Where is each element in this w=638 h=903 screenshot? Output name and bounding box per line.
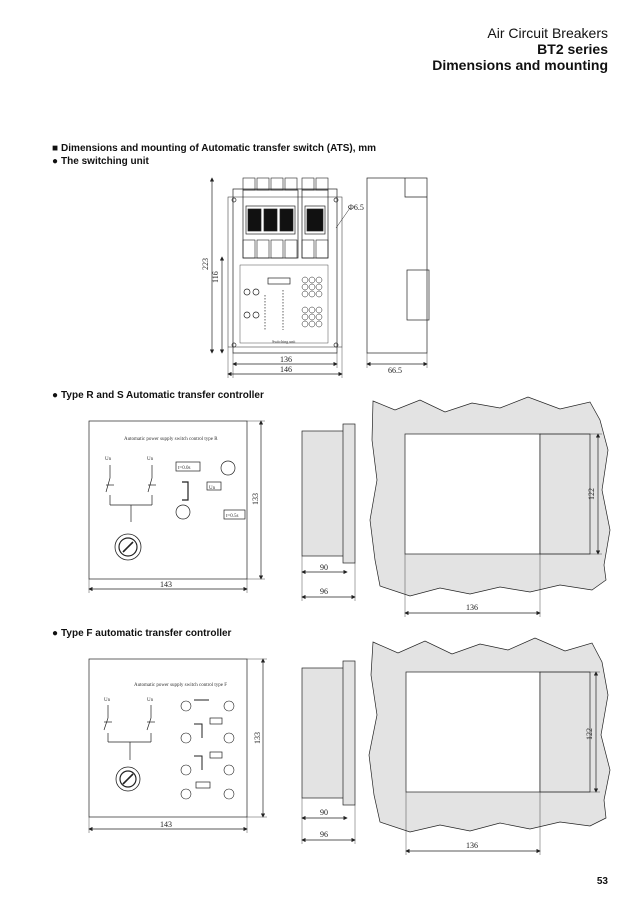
dim-inner-width: 136 [280, 355, 292, 364]
page-number: 53 [596, 876, 608, 887]
dim-rs-depth-96: 96 [320, 587, 328, 596]
controller-rs-un-check: Un [209, 486, 216, 491]
dim-rs-cut-height: 122 [587, 488, 596, 500]
controller-rs-front-drawing [89, 421, 265, 593]
controller-f-un1-label: Un [104, 698, 111, 703]
controller-rs-un1-label: Un [105, 457, 112, 462]
dim-rs-cut-width: 136 [466, 603, 478, 612]
circle-bullet-icon: ● [52, 628, 59, 639]
dim-rs-width: 143 [160, 580, 172, 589]
dim-f-depth-96: 96 [320, 830, 328, 839]
section-type-f-heading: ● Type F automatic transfer controller [52, 628, 232, 639]
controller-f-un2-label: Un [147, 698, 154, 703]
controller-rs-un2-label: Un [147, 457, 154, 462]
dim-total-width: 146 [280, 365, 292, 374]
circle-bullet-icon: ● [52, 156, 59, 167]
controller-rs-panel-title: Automatic power supply switch control type R [124, 437, 218, 442]
header-series: BT2 series [537, 41, 608, 57]
controller-f-panel-title: Automatic power supply switch control type F [134, 683, 228, 688]
dim-total-height: 223 [201, 258, 210, 270]
switching-unit-front-drawing [212, 178, 350, 378]
controller-rs-cutout-drawing [302, 397, 610, 617]
controller-rs-time-2: t=0.5s [226, 514, 239, 519]
header-topic: Dimensions and mounting [432, 57, 608, 73]
dim-f-height: 133 [253, 732, 262, 744]
section-ats-heading: ■ Dimensions and mounting of Automatic transfer switch (ATS), mm [52, 143, 377, 154]
circle-bullet-icon: ● [52, 390, 59, 401]
switching-unit-caption: Switching unit [272, 339, 296, 344]
dim-f-cut-height: 122 [585, 728, 594, 740]
controller-rs-time-1: t=0.0s [178, 466, 191, 471]
controller-f-cutout-drawing [302, 638, 610, 855]
header-category: Air Circuit Breakers [487, 25, 608, 41]
section-type-rs-heading: ● Type R and S Automatic transfer controller [52, 390, 264, 401]
dim-f-depth-90: 90 [320, 808, 328, 817]
section-switching-unit-heading: ● The switching unit [52, 156, 149, 167]
dim-inner-height: 116 [211, 271, 220, 283]
switching-unit-side-drawing [367, 178, 429, 368]
dim-f-width: 143 [160, 820, 172, 829]
dim-hole-diameter: Φ6.5 [348, 203, 364, 212]
dim-rs-depth-90: 90 [320, 563, 328, 572]
dim-f-cut-width: 136 [466, 841, 478, 850]
dim-rs-height: 133 [251, 493, 260, 505]
dim-depth: 66.5 [388, 366, 402, 375]
square-bullet-icon: ■ [52, 143, 59, 154]
